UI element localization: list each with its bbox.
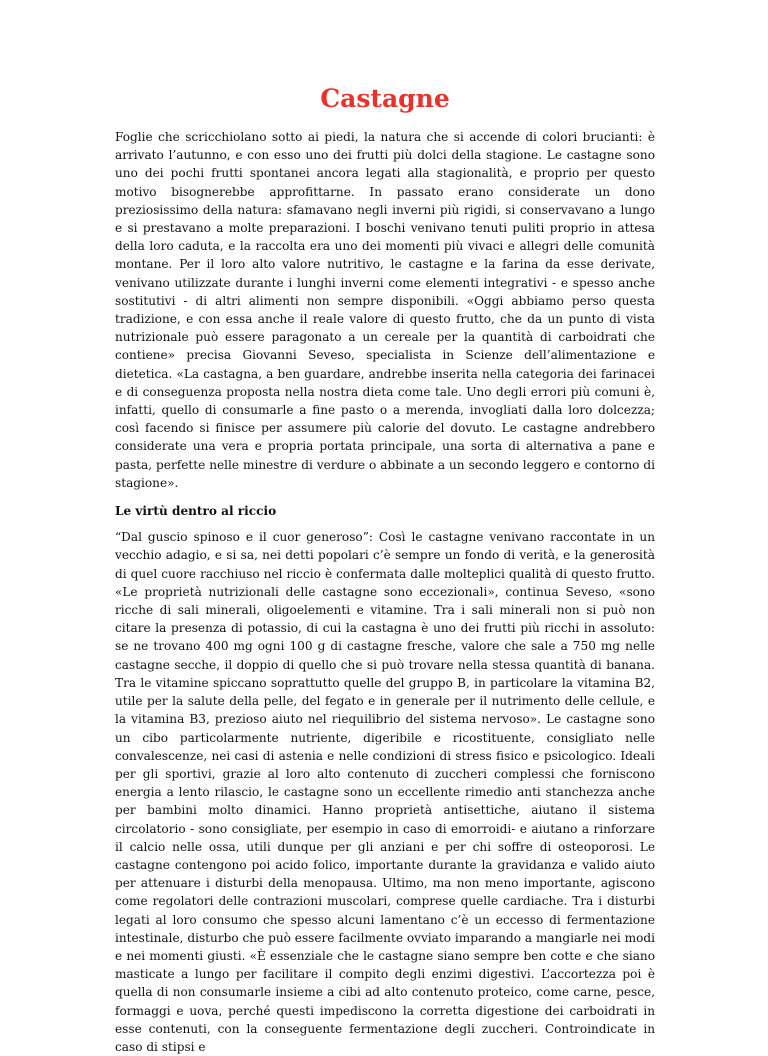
section-paragraph: “Dal guscio spinoso e il cuor generoso”: Così le castagne venivano raccontate in un vecchio adagio, e si sa, nei detti popolari c’è sempre un fondo di verità, e la generosità di quel cuore racchiuso nel riccio è confermata dalle molteplici qualità di questo frutto. «Le proprietà nutrizionali delle castagne sono eccezionali», continua Seveso, «sono ricche di sali minerali, oligoelementi e vitamine. Tra i sali minerali non si può non citare la presenza di potassio, di cui la castagna è uno dei frutti più ricchi in assoluto: se ne trovano 400 mg ogni 100 g di castagne fresche, valore che sale a 750 mg nelle castagne secche, il doppio di quello che si può trovare nella stessa quantità di banana. Tra le vitamine spiccano soprattutto quelle del gruppo B, in particolare la vitamina B2, utile per la salute della pelle, del fegato e in generale per il nutrimento delle cellule, e la vitamina B3, prezioso aiuto nel riequilibrio del sistema nervoso». Le castagne sono un cibo particolarmente nutriente, digeribile e ricostituente, consigliato nelle convalescenze, nei casi di astenia e nelle condizioni di stress fisico e psicologico. Ideali per gli sportivi, grazie al loro alto contenuto di zuccheri complessi che forniscono energia a lento rilascio, le castagne sono un eccellente rimedio anti stanchezza anche per bambini molto dinamici. Hanno proprietà antisettiche, aiutano il sistema circolatorio - sono consigliate, per esempio in caso di emorroidi- e aiutano a rinforzare il calcio nelle ossa, utili dunque per gli anziani e per chi soffre di osteoporosi. Le castagne contengono poi acido folico, importante durante la gravidanza e valido aiuto per attenuare i disturbi della menopausa. Ultimo, ma non meno importante, agiscono come regolatori delle contrazioni muscolari, comprese quelle cardiache. Tra i disturbi legati al loro consumo che spesso alcuni lamentano c’è un eccesso di fermentazione intestinale, disturbo che può essere facilmente ovviato imparando a mangiarle nei modi e nei momenti giusti. «È essenziale che le castagne siano sempre ben cotte e che siano masticate a lungo per facilitare il compito degli enzimi digestivi. L’accortezza poi è quella di non consumarle insieme a cibi ad alto contenuto proteico, come carne, pesce, formaggi e uova, perché questi impediscono la corretta digestione dei carboidrati in esse contenuti, con la conseguente fermentazione degli zuccheri. Controindicate in caso di stipsi e [115,530,655,1054]
section-heading: Le virtù dentro al riccio [115,504,277,519]
intro-paragraph: Foglie che scricchiolano sotto ai piedi, la natura che si accende di colori brucianti: è arrivato l’autunno, e con esso uno dei frutti più dolci della stagione. Le castagne sono uno dei pochi frutti spontanei ancora legati alla stagionalità, e proprio per questo motivo bisognerebbe approfittarne. In passato erano considerate un dono preziosissimo della natura: sfamavano negli inverni più rigidi, si conservavano a lungo e si prestavano a molte preparazioni. I boschi venivano tenuti puliti proprio in attesa della loro caduta, e la raccolta era uno dei momenti più vivaci e allegri delle comunità montane. Per il loro alto valore nutritivo, le castagne e la farina da esse derivate, venivano utilizzate durante i lunghi inverni come elementi integrativi - e spesso anche sostitutivi - di altri alimenti non sempre disponibili. «Oggi abbiamo perso questa tradizione, e con essa anche il reale valore di questo frutto, che da un punto di vista nutrizionale può essere paragonato a un cereale per la quantità di carboidrati che contiene» precisa Giovanni Seveso, specialista in Scienze dell’alimentazione e dietetica. «La castagna, a ben guardare, andrebbe inserita nella categoria dei farinacei e di conseguenza proposta nella nostra dieta come tale. Uno degli errori più comuni è, infatti, quello di consumarle a fine pasto o a merenda, invogliati dalla loro dolcezza; così facendo si finisce per assumere più calorie del dovuto. Le castagne andrebbero considerate una vera e propria portata principale, una sorta di alternativa a pane e pasta, perfette nelle minestre di verdure o abbinate a un secondo leggero e contorno di stagione». [115,130,655,490]
document-title: Castagne [320,84,450,113]
document-page [115,82,655,1056]
